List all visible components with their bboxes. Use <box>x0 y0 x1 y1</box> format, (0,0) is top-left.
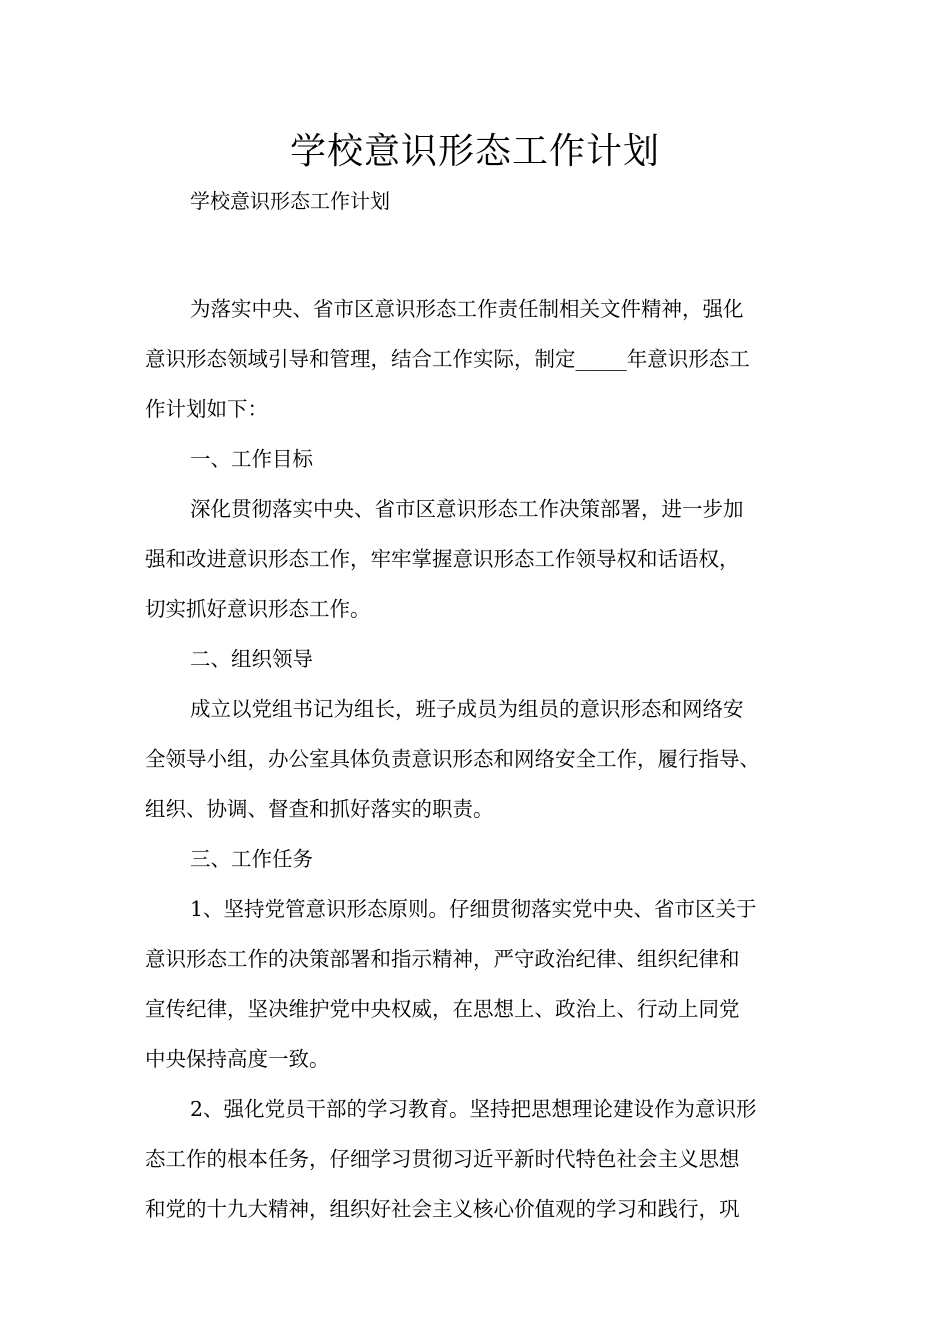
paragraph-line: 和党的十九大精神，组织好社会主义核心价值观的学习和践行，巩 <box>145 1197 740 1221</box>
body-paragraph <box>145 684 825 834</box>
paragraph-line: 为落实中央、省市区意识形态工作责任制相关文件精神，强化 <box>190 297 744 321</box>
document-body <box>145 284 825 1234</box>
body-paragraph <box>145 884 825 1084</box>
body-paragraph <box>145 834 825 884</box>
paragraph-line: 2、强化党员干部的学习教育。坚持把思想理论建设作为意识形 <box>190 1097 757 1121</box>
body-paragraph <box>145 484 825 634</box>
paragraph-line: 切实抓好意识形态工作。 <box>145 597 371 621</box>
paragraph-line: 作计划如下： <box>145 397 268 421</box>
body-paragraph <box>145 634 825 684</box>
paragraph-line: 二、组织领导 <box>190 647 313 671</box>
paragraph-line: 中央保持高度一致。 <box>145 1047 330 1071</box>
document-title: 学校意识形态工作计划 <box>289 131 660 172</box>
paragraph-line: 组织、协调、督查和抓好落实的职责。 <box>145 797 494 821</box>
document-subtitle: 学校意识形态工作计划 <box>190 189 390 213</box>
paragraph-line: 深化贯彻落实中央、省市区意识形态工作决策部署，进一步加 <box>190 497 744 521</box>
paragraph-line: 全领导小组，办公室具体负责意识形态和网络安全工作，履行指导、 <box>145 747 760 771</box>
paragraph-line: 意识形态领域引导和管理，结合工作实际，制定_____年意识形态工 <box>145 347 750 371</box>
body-paragraph <box>145 284 825 434</box>
paragraph-line: 一、工作目标 <box>190 447 313 471</box>
paragraph-line: 宣传纪律，坚决维护党中央权威，在思想上、政治上、行动上同党 <box>145 997 740 1021</box>
body-paragraph <box>145 434 825 484</box>
body-paragraph <box>145 1084 825 1234</box>
paragraph-line: 态工作的根本任务，仔细学习贯彻习近平新时代特色社会主义思想 <box>145 1147 740 1171</box>
paragraph-line: 意识形态工作的决策部署和指示精神，严守政治纪律、组织纪律和 <box>145 947 740 971</box>
paragraph-line: 成立以党组书记为组长，班子成员为组员的意识形态和网络安 <box>190 697 744 721</box>
paragraph-line: 强和改进意识形态工作，牢牢掌握意识形态工作领导权和话语权， <box>145 547 740 571</box>
paragraph-line: 1、坚持党管意识形态原则。仔细贯彻落实党中央、省市区关于 <box>190 897 757 921</box>
paragraph-line: 三、工作任务 <box>190 847 313 871</box>
